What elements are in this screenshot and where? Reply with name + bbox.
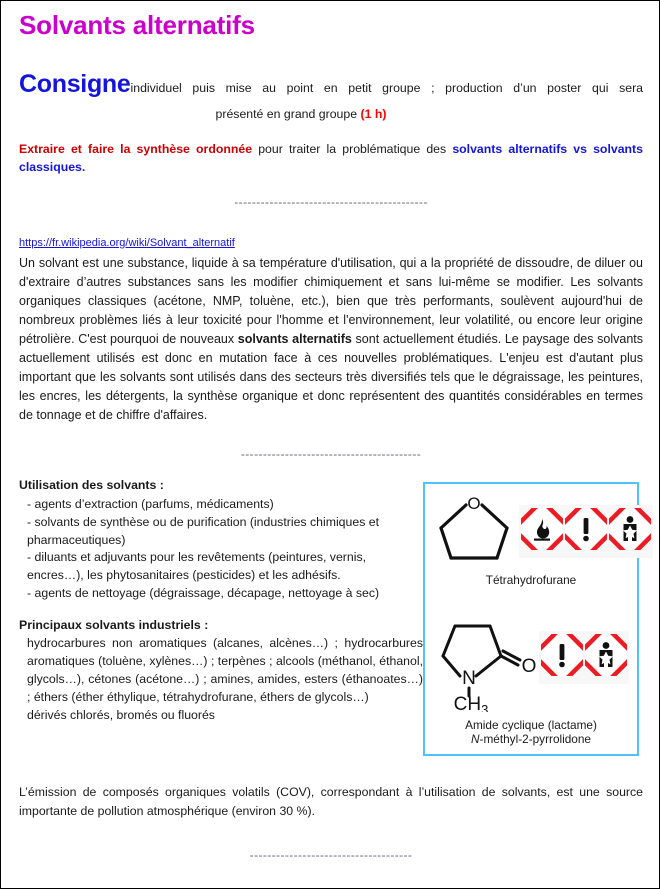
caption-nmp-rest: -méthyl-2-pyrrolidone xyxy=(479,732,591,747)
page-content xyxy=(19,1,643,862)
page-title: Solvants alternatifs xyxy=(19,10,255,40)
list-item: - agents de nettoyage (dégraissage, décapage, nettoyage à sec) xyxy=(27,586,380,601)
usage-list xyxy=(19,496,423,604)
list-item: - agents d’extraction (parfums, médicaments) xyxy=(27,496,274,511)
list-item: - diluants et adjuvants pour les revêtements (peintures, vernis, encres…), les phytosanitaires (pesticides) et les adhésifs. xyxy=(27,550,367,583)
chemical-structures-box xyxy=(423,482,639,756)
ghs-exclamation-icon xyxy=(565,508,607,555)
source-link[interactable]: https://fr.wikipedia.org/wiki/Solvant_alternatif xyxy=(19,236,235,249)
intro-paragraph xyxy=(19,254,643,425)
consigne-line-2 xyxy=(19,107,643,121)
caption-nmp-italic: N xyxy=(471,732,480,747)
svg-text:O: O xyxy=(467,493,481,513)
separator-3: ------------------------------------- xyxy=(249,848,413,863)
two-column-region xyxy=(19,477,643,763)
chem-entry-nmp xyxy=(425,588,637,747)
consigne-block xyxy=(19,69,643,121)
cov-paragraph: L’émission de composés organiques volatils (COV), correspondant à l’utilisation de solvants, est une source importante de pollution atmosphérique (environ 30 %). xyxy=(19,784,643,819)
caption-thf xyxy=(425,573,637,588)
consigne-duration: (1 h) xyxy=(360,107,387,122)
ghs-pictograms-nmp xyxy=(539,631,629,684)
industrial-last-line: dérivés chlorés, bromés ou fluorés xyxy=(27,707,215,722)
industrial-heading: Principaux solvants industriels : xyxy=(19,618,209,633)
intro-paragraph-part2: sont actuellement étudiés. Le paysage des solvants actuellement utilisés est donc en mutation face à ces nouvelles problématiques. L'enjeu est d'autant plus important que les solvants sont utilisés dans des secteurs très diversifiés tels que le dégraissage, les peintures, les encres, les détergents, la synthèse organique et donc représentent des quantités considérables en termes de tonnage et de chiffre d'affaires. xyxy=(19,331,643,422)
caption-nmp-line1: Amide cyclique (lactame) xyxy=(465,717,597,732)
usage-heading: Utilisation des solvants : xyxy=(19,477,164,492)
ghs-health-hazard-icon xyxy=(609,508,651,555)
separator-2: ----------------------------------------- xyxy=(240,446,422,461)
left-column xyxy=(19,477,423,725)
task-middle: pour traiter la problématique des xyxy=(252,142,453,157)
task-bold-blue: solvants alternatifs vs solvants classiques. xyxy=(19,142,643,174)
nmp-nitrogen-label: N xyxy=(462,667,476,689)
task-instruction xyxy=(19,141,643,177)
caption-nmp-line2 xyxy=(425,732,637,747)
list-item: - solvants de synthèse ou de purification (industries chimiques et pharmaceutiques) xyxy=(27,514,380,547)
caption-thf-text: Tétrahydrofurane xyxy=(485,572,577,587)
chem-row-nmp xyxy=(425,604,637,717)
ghs-health-hazard-icon xyxy=(585,634,627,681)
ghs-exclamation-icon xyxy=(541,634,583,681)
industrial-section xyxy=(19,617,423,725)
caption-nmp xyxy=(425,718,637,747)
task-bold-red: Extraire et faire la synthèse ordonnée xyxy=(19,142,253,157)
consigne-line-1 xyxy=(19,69,643,100)
structure-n-methyl-2-pyrrolidone xyxy=(433,604,537,717)
chem-row-thf xyxy=(425,492,637,571)
chem-entry-thf xyxy=(425,484,637,588)
nmp-methyl-label: $CH_3$ xyxy=(453,693,489,712)
ghs-pictograms-thf xyxy=(519,505,653,558)
intro-paragraph-part1: Un solvant est une substance, liquide à sa température d'utilisation, qui a la propriété de dissoudre, de diluer ou d'extraire d’autres substances sans les modifier chimiquement et sans lui-même se modifier. Les solvants organiques classiques (acétone, NMP, toluène, etc.), bien que très performants, soulèvent aujourd'hui de nombreux problèmes liés à leur toxicité pour l'homme et l'environnement, leur volatilité, ou encore leur origine pétrolière. C'est pourquoi de nouveaux xyxy=(19,255,643,346)
industrial-body: hydrocarbures non aromatiques (alcanes, alcènes…) ; hydrocarbures aromatiques (toluène, xylènes…) ; terpènes ; alcools (méthanol, éthanol, glycols…), cétones (acétone…) ; amines, amides, esters (éthanoates…) ; éthers (éther éthylique, tétrahydrofurane, éthers de glycols…) xyxy=(27,636,423,705)
consigne-heading: Consigne xyxy=(19,69,131,98)
separator-1: -------------------------------------------- xyxy=(234,194,428,209)
intro-paragraph-bold: solvants alternatifs xyxy=(237,331,352,346)
consigne-line1-text: individuel puis mise au point en petit groupe ; production d’un poster qui sera xyxy=(130,80,643,95)
ghs-flammable-icon xyxy=(521,508,563,555)
nmp-oxygen-label: O xyxy=(521,655,537,677)
consigne-line2-text: présenté en grand groupe xyxy=(215,107,361,122)
structure-tetrahydrofuran xyxy=(435,492,513,571)
